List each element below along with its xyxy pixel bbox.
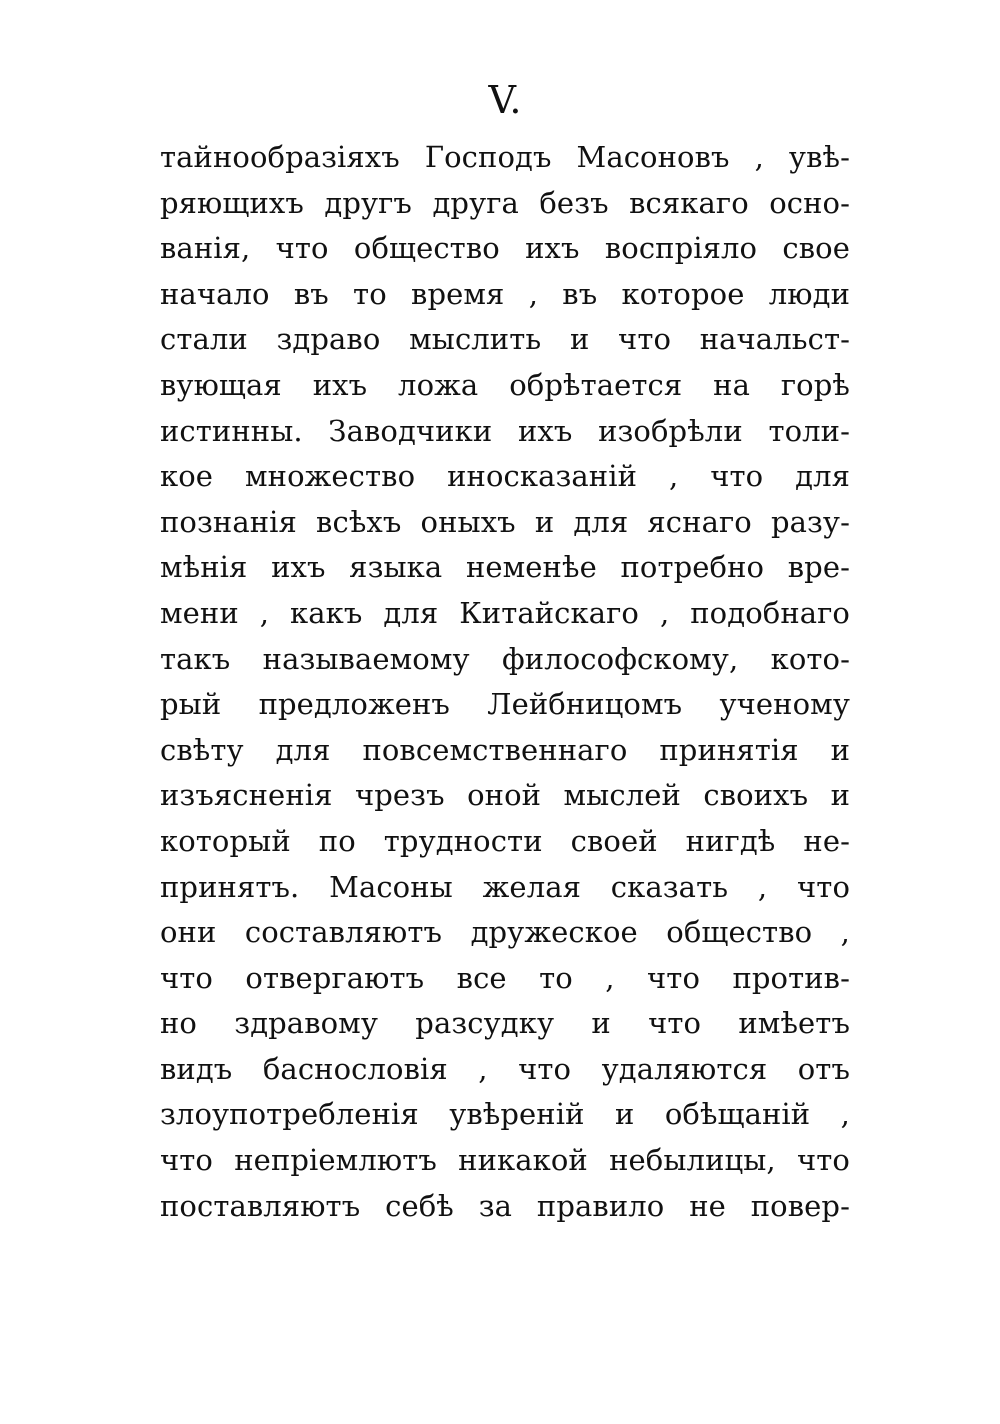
text-line: рый предложенъ Лейбницомъ ученому: [160, 687, 850, 722]
text-line: что непріемлютъ никакой небылицы, что: [160, 1143, 850, 1178]
text-line: который по трудности своей нигдѣ не-: [160, 823, 850, 858]
text-line: вующая ихъ ложа обрѣтается на горѣ: [160, 367, 850, 402]
text-line: такъ называемому философскому, кото-: [160, 641, 850, 676]
text-line: свѣту для повсемственнаго принятія и: [160, 732, 850, 767]
text-line: изъясненія чрезъ оной мыслей своихъ и: [160, 778, 850, 813]
text-line: ванія, что общество ихъ воспріяло свое: [160, 231, 850, 266]
text-line: злоупотребленія увѣреній и обѣщаній ,: [160, 1097, 850, 1132]
text-line: мени , какъ для Китайскаго , подобнаго: [160, 595, 850, 630]
text-line: кое множество иносказаній , что для: [160, 459, 850, 494]
page-number: V.: [488, 78, 522, 122]
text-line: они составляютъ дружеское общество ,: [160, 915, 850, 950]
text-line: начало въ то время , въ которое люди: [160, 276, 850, 311]
text-line: но здравому разсудку и что имѣетъ: [160, 1006, 850, 1041]
text-line: видъ баснословія , что удаляются отъ: [160, 1051, 850, 1086]
text-line: познанія всѣхъ оныхъ и для яснаго разу-: [160, 504, 850, 539]
text-line: тайнообразіяхъ Господъ Масоновъ , увѣ-: [160, 140, 850, 174]
text-line: ряющихъ другъ друга безъ всякаго осно-: [160, 185, 850, 220]
text-line: принятъ. Масоны желая сказать , что: [160, 869, 850, 904]
text-line: мѣнія ихъ языка неменѣе потребно вре-: [160, 550, 850, 585]
text-line: что отвергаютъ все то , что против-: [160, 960, 850, 995]
text-line: истинны. Заводчики ихъ изобрѣли толи-: [160, 413, 850, 448]
body-text: [160, 135, 850, 1229]
text-line: стали здраво мыслить и что начальст-: [160, 322, 850, 357]
text-line: поставляютъ себѣ за правило не повер-: [160, 1188, 850, 1223]
